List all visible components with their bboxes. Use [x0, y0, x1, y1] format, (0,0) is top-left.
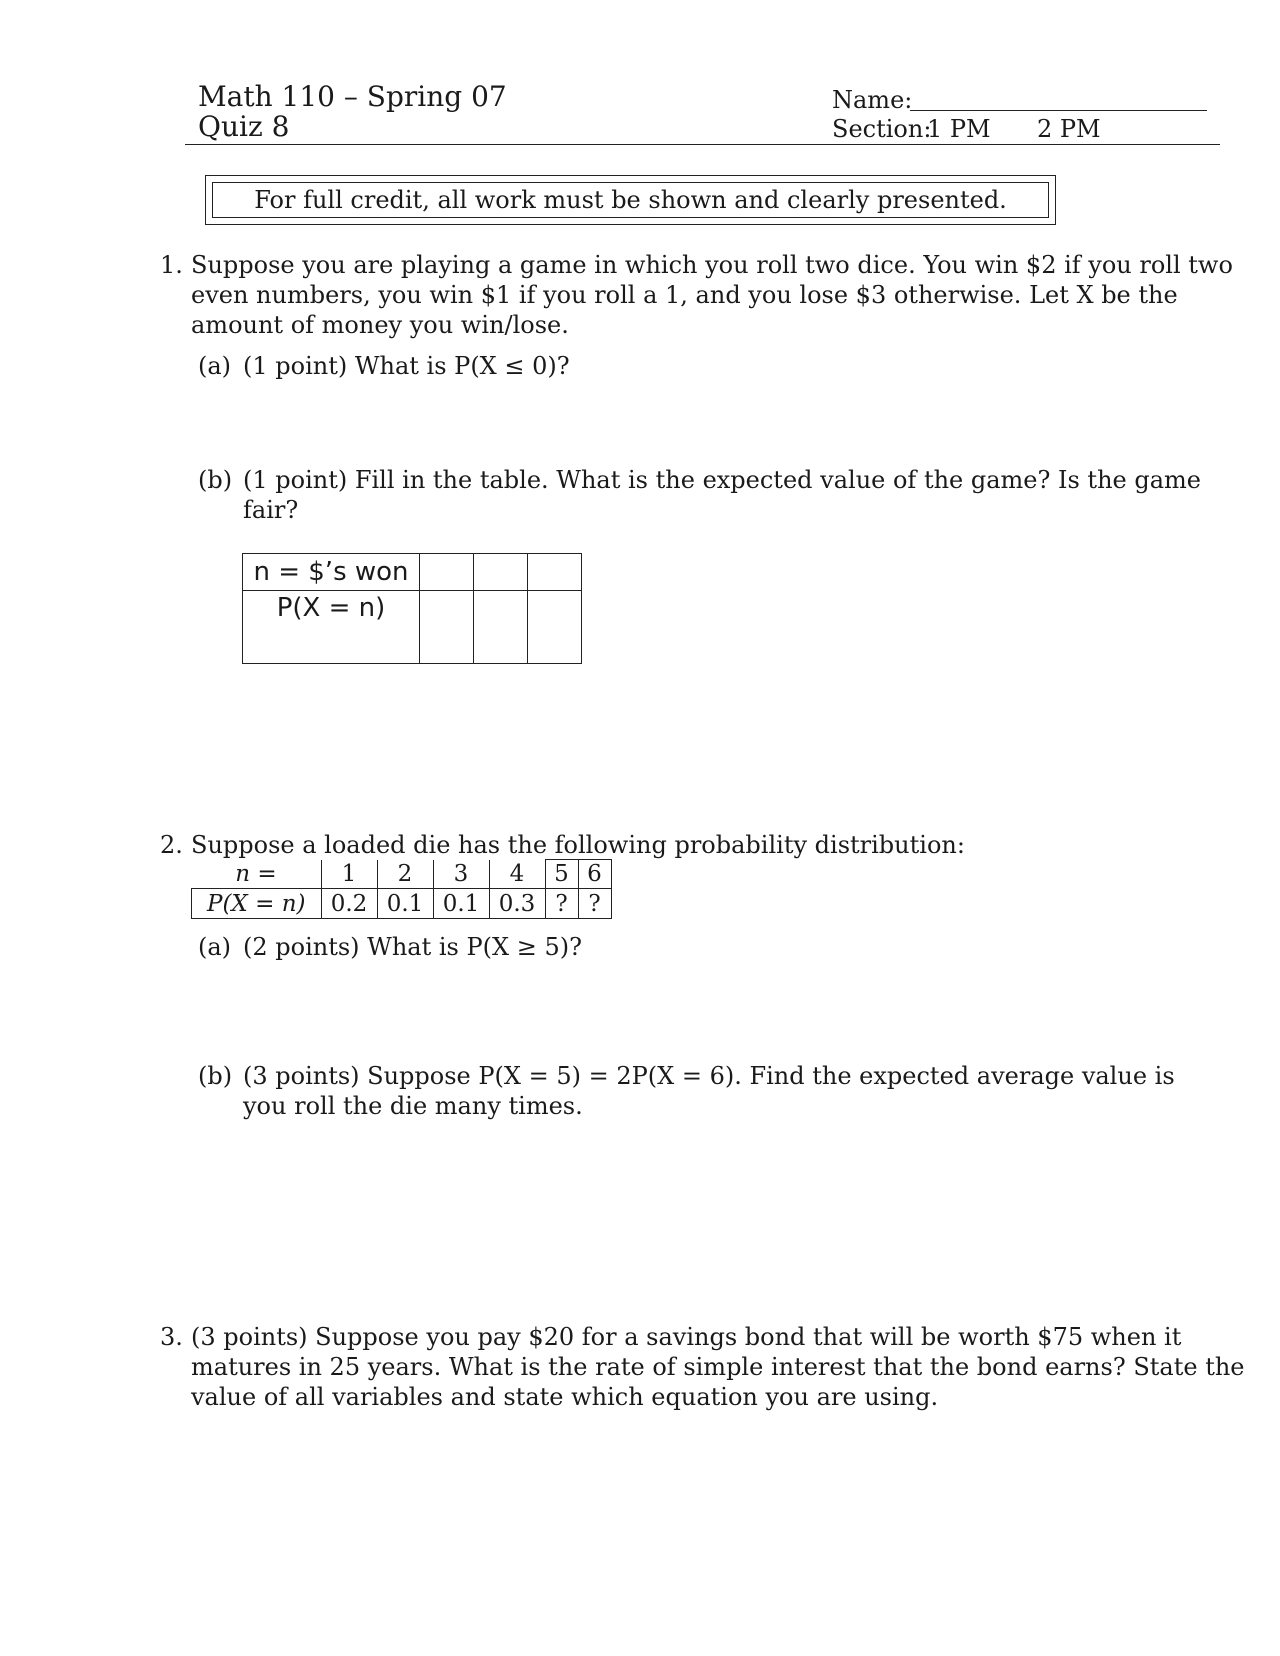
course-title: Math 110 – Spring 07	[198, 80, 507, 113]
header-divider	[185, 144, 1220, 145]
q1-table-cell[interactable]	[528, 591, 582, 664]
q1b-label: (b)	[198, 466, 233, 494]
q1-table-cell[interactable]	[474, 554, 528, 591]
q1-table-cell[interactable]	[528, 554, 582, 591]
q2b-label: (b)	[198, 1062, 233, 1090]
q3-number: 3.	[160, 1323, 183, 1351]
q1-table-cell[interactable]	[474, 591, 528, 664]
q1-number: 1.	[160, 251, 183, 279]
name-field-line[interactable]	[910, 110, 1207, 111]
q1-line-1: Suppose you are playing a game in which you roll two dice. You win $2 if you roll two	[191, 251, 1233, 279]
section-option-2pm[interactable]: 2 PM	[1037, 115, 1101, 143]
q1-line-2: even numbers, you win $1 if you roll a 1, and you lose $3 otherwise. Let X be the	[191, 281, 1178, 309]
q2-text: Suppose a loaded die has the following probability distribution:	[191, 831, 965, 859]
q2-table-p-value: ?	[545, 889, 578, 919]
q2-table-n-value: 5	[545, 860, 578, 889]
q1-table-header-p: P(X = n)	[243, 591, 420, 664]
q3-line-3: value of all variables and state which equation you are using.	[191, 1383, 939, 1411]
q2-distribution-table	[191, 859, 612, 919]
q2-table-p-value: 0.2	[321, 889, 377, 919]
name-label: Name:	[832, 86, 913, 114]
q2-number: 2.	[160, 831, 183, 859]
q1b-line-2: fair?	[243, 496, 299, 524]
q1-table-header-n: n = $’s won	[243, 554, 420, 591]
section-label: Section:	[832, 115, 932, 143]
quiz-title: Quiz 8	[198, 110, 290, 143]
q2-table-p-value: 0.1	[433, 889, 489, 919]
q2-table-p-value: 0.3	[489, 889, 545, 919]
section-option-1pm[interactable]: 1 PM	[927, 115, 991, 143]
q3-line-2: matures in 25 years. What is the rate of simple interest that the bond earns? State the	[191, 1353, 1245, 1381]
q1-table-cell[interactable]	[420, 591, 474, 664]
q2a-label: (a)	[198, 933, 232, 961]
q1-answer-table	[242, 553, 582, 664]
q2-table-header-n: n =	[192, 860, 322, 889]
q2-table-header-p: P(X = n)	[192, 889, 322, 919]
q2b-line-1: (3 points) Suppose P(X = 5) = 2P(X = 6). Find the expected average value is	[243, 1062, 1175, 1090]
q2-table-n-value: 2	[377, 860, 433, 889]
q2-table-n-value: 6	[578, 860, 611, 889]
q2-table-p-value: ?	[578, 889, 611, 919]
q3-line-1: (3 points) Suppose you pay $20 for a savings bond that will be worth $75 when it	[191, 1323, 1182, 1351]
q2-table-p-value: 0.1	[377, 889, 433, 919]
instruction-text: For full credit, all work must be shown and clearly presented.	[212, 182, 1049, 218]
q2-table-n-value: 3	[433, 860, 489, 889]
q2b-line-2: you roll the die many times.	[243, 1092, 583, 1120]
q1-table-cell[interactable]	[420, 554, 474, 591]
q1a-label: (a)	[198, 352, 232, 380]
q2-table-n-value: 1	[321, 860, 377, 889]
q1a-text: (1 point) What is P(X ≤ 0)?	[243, 352, 570, 380]
q1-line-3: amount of money you win/lose.	[191, 311, 569, 339]
q2a-text: (2 points) What is P(X ≥ 5)?	[243, 933, 582, 961]
q2-table-n-value: 4	[489, 860, 545, 889]
q1b-line-1: (1 point) Fill in the table. What is the expected value of the game? Is the game	[243, 466, 1201, 494]
